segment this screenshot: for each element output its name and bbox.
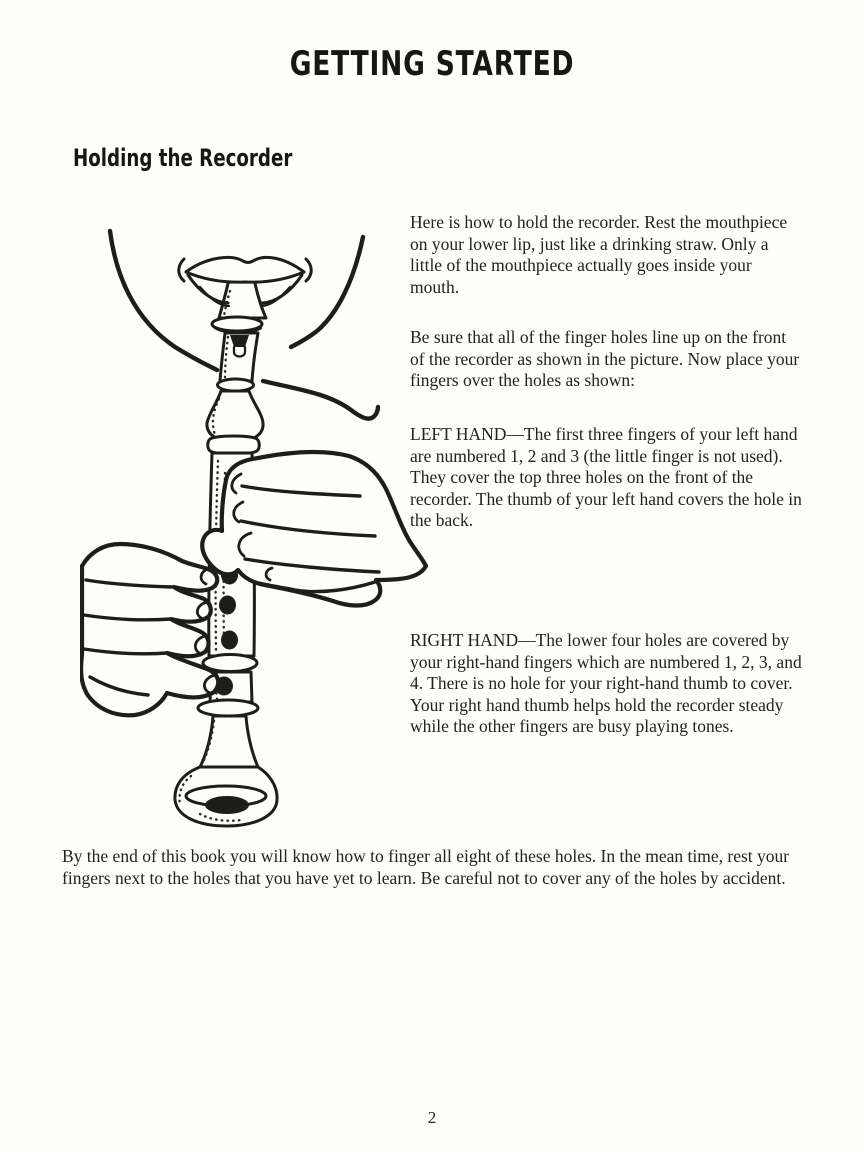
recorder-drawing-svg: [80, 225, 435, 840]
section-heading: Holding the Recorder: [73, 144, 293, 172]
page-title: GETTING STARTED: [289, 44, 575, 84]
page-number: 2: [427, 1108, 437, 1127]
paragraph-left-hand: LEFT HAND—The first three fingers of your left hand are numbered 1, 2 and 3 (the little finger is not used). They cover the top three holes on the front of the recorder. The thumb of your left hand covers the hole in the back.: [410, 424, 802, 530]
paragraph-mouthpiece: Here is how to hold the recorder. Rest the mouthpiece on your lower lip, just like a drinking straw. Only a little of the mouthpiece actually goes inside your mouth.: [410, 212, 788, 297]
paragraph-right-hand: RIGHT HAND—The lower four holes are covered by your right-hand fingers which are numbered 1, 2, 3, and 4. There is no hole for your right-hand thumb to cover. Your right hand thumb helps hold the recorder steady while the other fingers are busy playing tones.: [410, 630, 802, 736]
right-hand-drawing: [81, 544, 218, 715]
hands-holding-recorder-illustration: [80, 225, 435, 840]
closing-paragraph: By the end of this book you will know how to finger all eight of these holes. In the mean time, rest your fingers next to the holes that you have yet to learn. Be careful not to cover any of the holes by accident.: [62, 846, 790, 888]
paragraph-finger-holes: Be sure that all of the finger holes line up on the front of the recorder as shown in the picture. Now place your fingers over the holes as shown:: [410, 327, 800, 390]
